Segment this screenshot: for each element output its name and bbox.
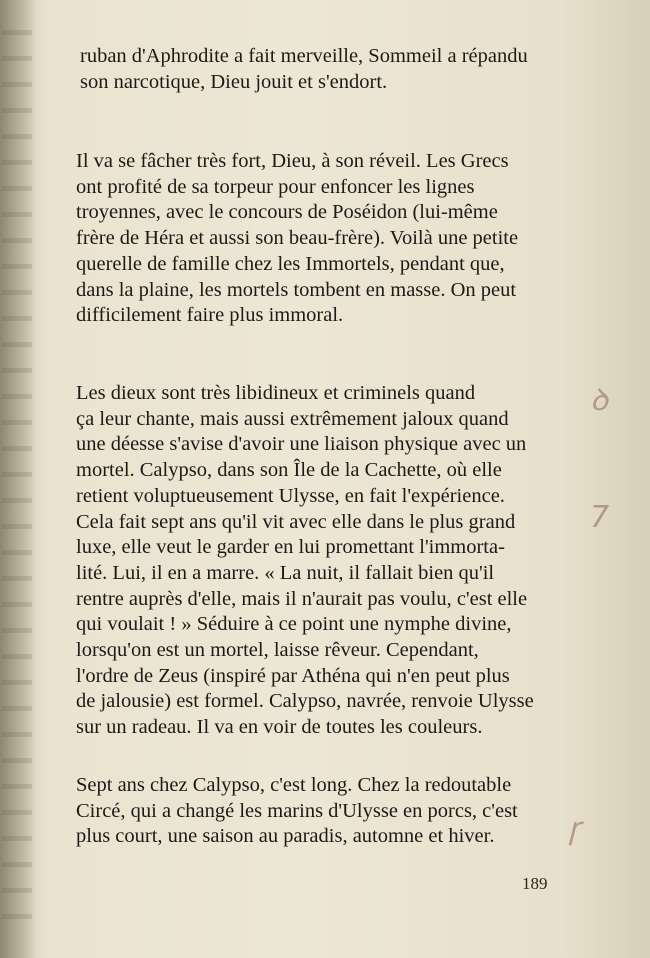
facing-page-bleed xyxy=(2,30,32,930)
pencil-mark-bottom: ꞅ xyxy=(568,811,581,846)
text-line: mortel. Calypso, dans son Île de la Cachette, où elle xyxy=(76,459,502,482)
text-line: Circé, qui a changé les marins d'Ulysse en porcs, c'est xyxy=(76,799,518,822)
text-line: luxe, elle veut le garder en lui promettant l'immorta- xyxy=(76,536,505,559)
text-line: rentre auprès d'elle, mais il n'aurait pas voulu, c'est elle xyxy=(76,587,528,610)
text-line: plus court, une saison au paradis, automne et hiver. xyxy=(76,825,495,848)
text-line: qui voulait ! » Séduire à ce point une nymphe divine, xyxy=(76,613,512,636)
page-number: 189 xyxy=(522,874,548,893)
text-line: lité. Lui, il en a marre. « La nuit, il fallait bien qu'il xyxy=(76,561,495,584)
text-line: sur un radeau. Il va en voir de toutes les couleurs. xyxy=(76,716,483,739)
paragraph-4 xyxy=(76,773,579,850)
text-line: lorsqu'on est un mortel, laisse rêveur. Cependant, xyxy=(76,639,479,662)
paragraph-1 xyxy=(76,44,579,95)
text-line: Les dieux sont très libidineux et criminels quand xyxy=(76,382,476,404)
text-line: Il va se fâcher très fort, Dieu, à son réveil. Les Grecs xyxy=(76,150,509,172)
pencil-mark-top: ꝺ xyxy=(590,383,608,418)
text-line: retient voluptueusement Ulysse, en fait l'expérience. xyxy=(76,484,505,507)
text-line: frère de Héra et aussi son beau-frère). Voilà une petite xyxy=(76,227,519,250)
text-line: son narcotique, Dieu jouit et s'endort. xyxy=(80,70,388,93)
text-line: dans la plaine, les mortels tombent en masse. On peut xyxy=(76,278,517,301)
text-line: ruban d'Aphrodite a fait merveille, Sommeil a répandu xyxy=(80,45,528,67)
text-line: de jalousie) est formel. Calypso, navrée, renvoie Ulysse xyxy=(76,690,534,713)
paragraph-3 xyxy=(76,381,579,741)
text-line: Cela fait sept ans qu'il vit avec elle dans le plus grand xyxy=(76,510,516,533)
text-line: l'ordre de Zeus (inspiré par Athéna qui n'en peut plus xyxy=(76,664,510,687)
text-line: difficilement faire plus immoral. xyxy=(76,304,344,327)
text-line: ont profité de sa torpeur pour enfoncer les lignes xyxy=(76,175,475,198)
text-line: une déesse s'avise d'avoir une liaison physique avec un xyxy=(76,433,527,456)
paragraph-2 xyxy=(76,149,579,329)
text-line: troyennes, avec le concours de Poséidon (lui-même xyxy=(76,201,498,224)
pencil-mark-middle: 7 xyxy=(590,500,610,535)
text-line: Sept ans chez Calypso, c'est long. Chez la redoutable xyxy=(76,774,512,796)
text-line: querelle de famille chez les Immortels, pendant que, xyxy=(76,252,505,275)
text-line: ça leur chante, mais aussi extrêmement jaloux quand xyxy=(76,407,509,430)
